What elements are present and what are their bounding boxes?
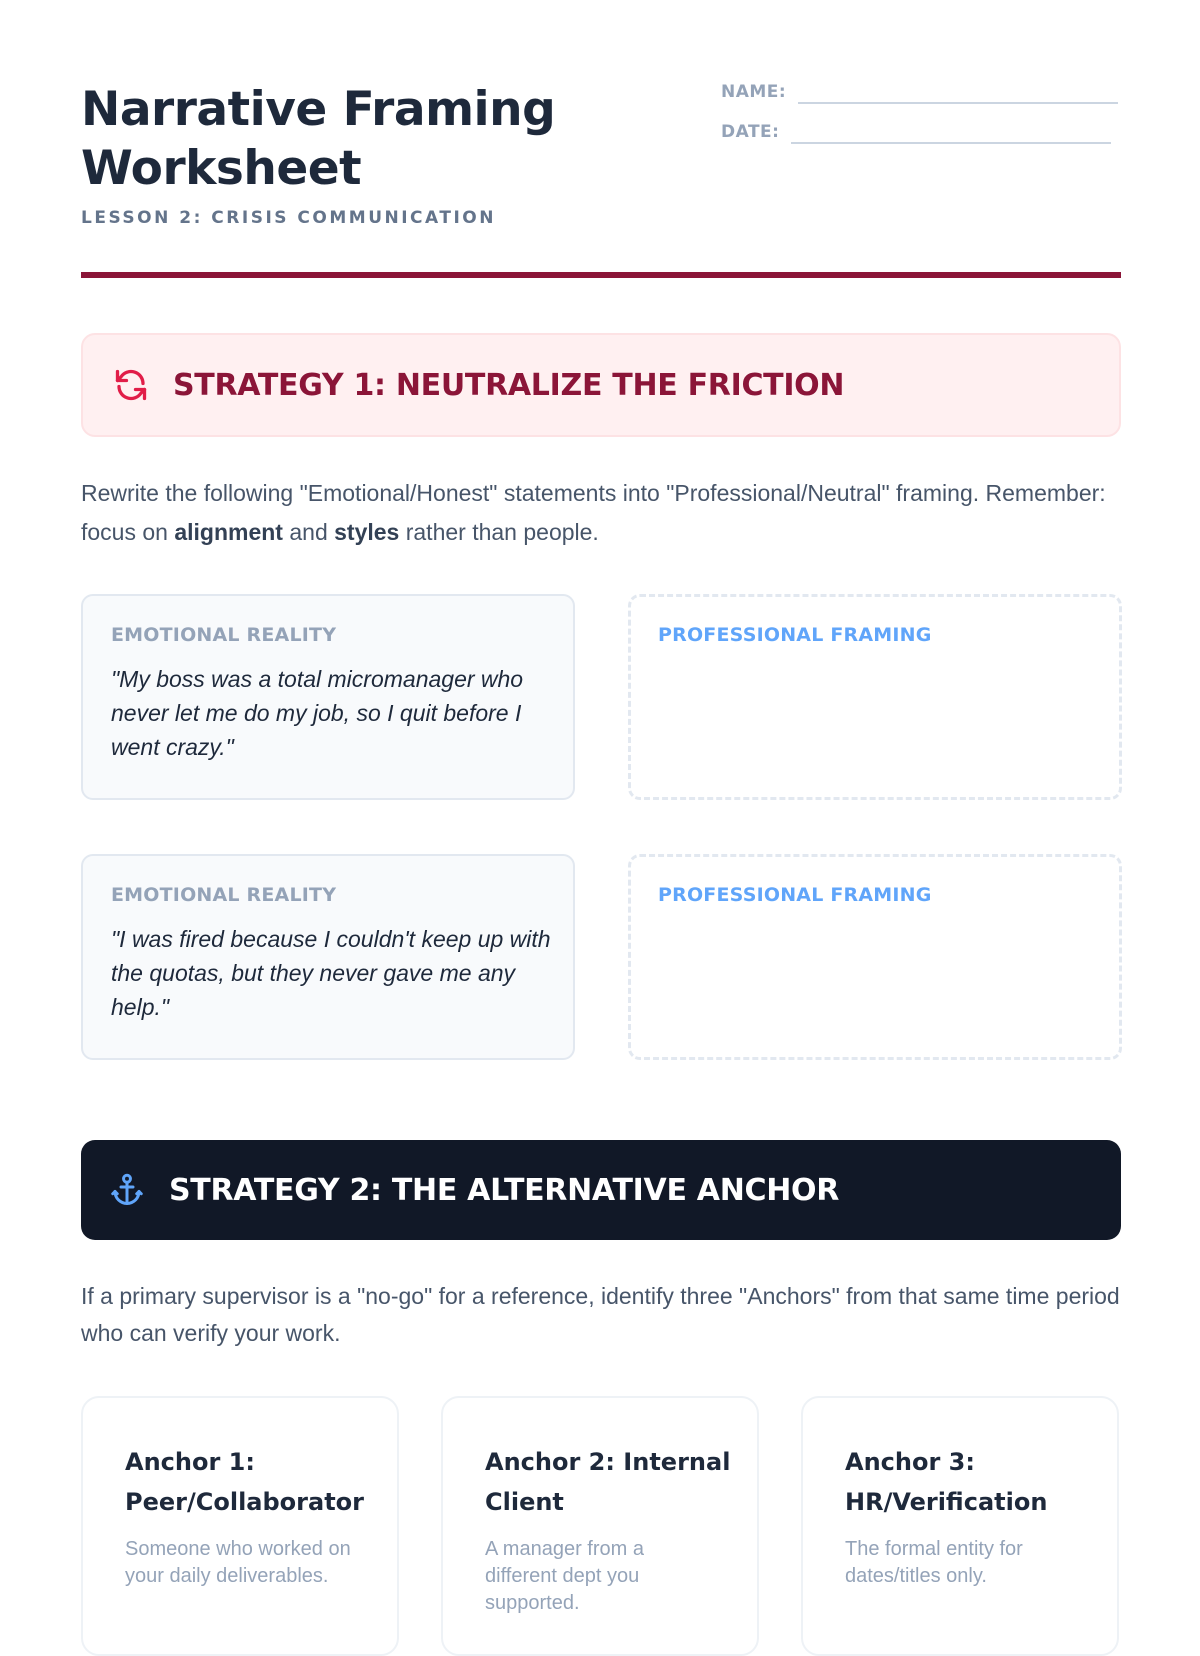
professional-framing-label: PROFESSIONAL FRAMING [658,624,932,646]
anchor-icon [109,1170,147,1210]
anchor-description: Someone who worked on your daily deliverables. [125,1538,351,1587]
anchor-description: The formal entity for dates/titles only. [845,1538,1023,1587]
page-title: Narrative Framing Worksheet [81,82,556,196]
professional-framing-box[interactable] [628,594,1122,800]
strategy2-title: STRATEGY 2: THE ALTERNATIVE ANCHOR [169,1172,840,1208]
strategy2-instructions: If a primary supervisor is a "no-go" for a reference, identify three "Anchors" from that same time period who can verify your work. [81,1283,1120,1346]
emotional-quote: "I was fired because I couldn't keep up with the quotas, but they never gave me any help." [111,926,551,1020]
professional-framing-box[interactable] [628,854,1122,1060]
anchor-card-internal-client [441,1396,759,1656]
instructions-text: rather than people. [399,519,599,545]
instructions-text: Rewrite the following "Emotional/Honest" statements into "Professional/Neutral" framing. Remember: focus on [81,480,1106,545]
header-divider [81,272,1121,278]
name-field [721,80,1118,104]
strategy1-title: STRATEGY 1: NEUTRALIZE THE FRICTION [173,367,845,403]
strategy2-banner [81,1140,1121,1240]
instructions-text: and [282,519,335,545]
emotional-quote: "My boss was a total micromanager who never let me do my job, so I quit before I went crazy." [111,666,524,760]
anchor-title: Anchor 1: Peer/Collaborator [125,1448,364,1516]
anchor-title: Anchor 3: HR/Verification [845,1448,1048,1516]
name-label: NAME: [721,82,787,102]
emotional-reality-card [81,854,575,1060]
anchor-card-peer [81,1396,399,1656]
name-line[interactable] [798,80,1118,104]
worksheet-header [81,80,1121,230]
date-label: DATE: [721,122,780,142]
date-line[interactable] [791,120,1111,144]
strategy1-instructions [81,474,1131,552]
instructions-emphasis-styles: styles [334,519,400,545]
instructions-emphasis-alignment: alignment [174,519,283,545]
strategy1-banner [81,333,1121,437]
emotional-reality-label: EMOTIONAL REALITY [111,624,337,646]
anchor-title: Anchor 2: Internal Client [485,1448,731,1516]
anchor-card-hr-verification [801,1396,1119,1656]
emotional-reality-card [81,594,575,800]
lesson-subtitle: LESSON 2: CRISIS COMMUNICATION [81,208,496,228]
refresh-icon [113,366,151,404]
date-field [721,120,1111,144]
emotional-reality-label: EMOTIONAL REALITY [111,884,337,906]
anchor-description: A manager from a different dept you supported. [485,1538,644,1614]
professional-framing-label: PROFESSIONAL FRAMING [658,884,932,906]
